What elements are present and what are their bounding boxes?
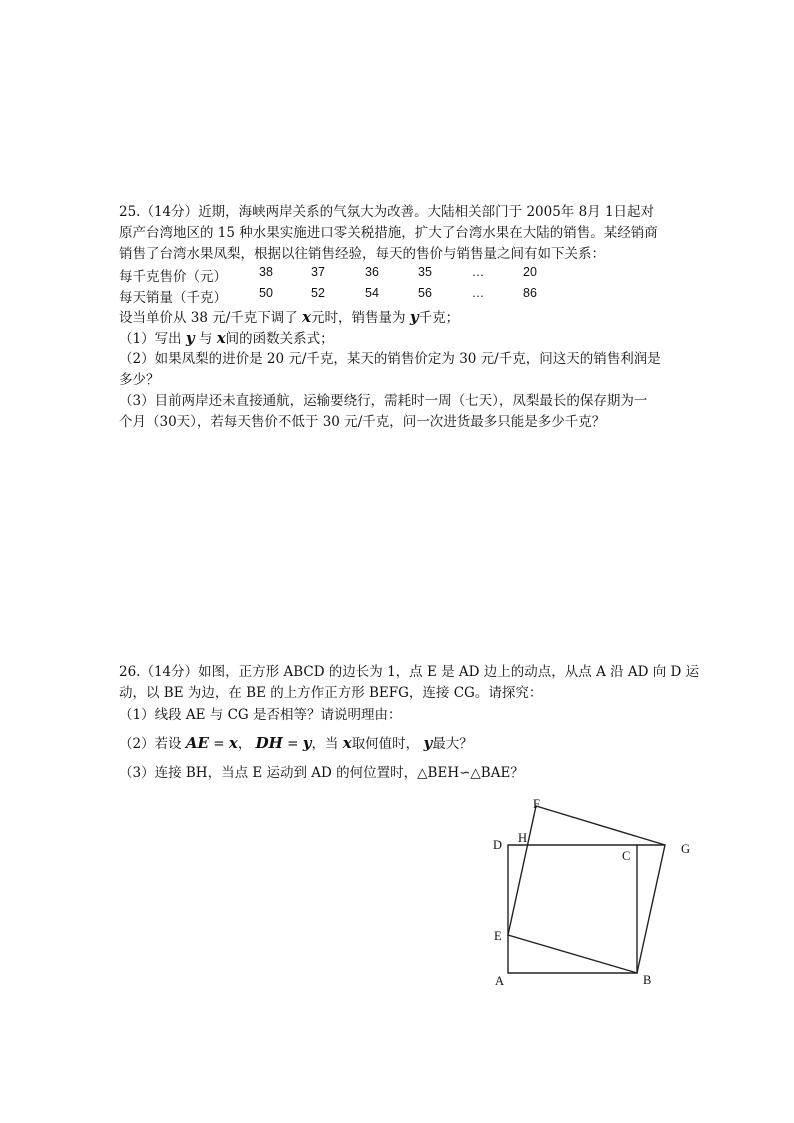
price-cell: 35 bbox=[418, 265, 432, 279]
square-abcd bbox=[508, 845, 637, 973]
var-y: y bbox=[409, 308, 419, 326]
sales-cell: 54 bbox=[365, 286, 379, 300]
var-x: x bbox=[302, 308, 312, 326]
sales-cell: 52 bbox=[311, 286, 325, 300]
q25-part-2-line-1: （2）如果凤梨的进价是 20 元/千克，某天的销售价定为 30 元/千克，问这天的销售利润是 bbox=[119, 351, 661, 367]
label-c: C bbox=[622, 849, 631, 863]
price-row-label: 每千克售价（元） bbox=[119, 269, 227, 285]
price-cell: 20 bbox=[523, 265, 537, 279]
sales-cell: 56 bbox=[418, 286, 432, 300]
sales-cell: 50 bbox=[259, 286, 273, 300]
label-a: A bbox=[495, 974, 505, 988]
q26-part-2: （2）若设 AE = x， DH = y，当 x取何值时， y最大？ bbox=[119, 734, 473, 752]
q25-line-2: 原产台湾地区的 15 种水果实施进口零关税措施，扩大了台湾水果在大陆的销售。某经销商 bbox=[119, 225, 658, 241]
var-x: x bbox=[342, 734, 352, 752]
var-x: x bbox=[216, 329, 226, 347]
price-cell: … bbox=[471, 265, 485, 279]
var-dh: DH bbox=[255, 734, 283, 752]
q25-part-3-line-2: 个月（30天），若每天售价不低于 30 元/千克，问一次进货最多只能是多少千克？ bbox=[119, 414, 606, 430]
var-ae: AE bbox=[185, 734, 209, 752]
var-x: x bbox=[228, 734, 238, 752]
label-e: E bbox=[494, 929, 502, 943]
sales-cell: 86 bbox=[523, 286, 537, 300]
price-row bbox=[119, 265, 679, 285]
var-y: y bbox=[423, 734, 433, 752]
price-cell: 38 bbox=[259, 265, 273, 279]
q26-line-1: 26.（14分）如图，正方形 ABCD 的边长为 1，点 E 是 AD 边上的动点，从点 A 沿 AD 向 D 运 bbox=[119, 664, 700, 680]
square-befg bbox=[508, 806, 665, 973]
q26-part-3: （3）连接 BH，当点 E 运动到 AD 的何位置时，△BEH∽△BAE？ bbox=[119, 765, 524, 781]
q25-line-3: 销售了台湾水果凤梨，根据以往销售经验，每天的售价与销售量之间有如下关系： bbox=[119, 246, 605, 262]
sales-cell: … bbox=[471, 286, 485, 300]
q25-line-1: 25.（14分）近期，海峡两岸关系的气氛大为改善。大陆相关部门于 2005年 8月 1日起对 bbox=[119, 204, 655, 220]
var-y: y bbox=[185, 329, 195, 347]
q26-line-2: 动，以 BE 为边，在 BE 的上方作正方形 BEFG，连接 CG。请探究： bbox=[119, 685, 543, 701]
var-y: y bbox=[302, 734, 312, 752]
label-d: D bbox=[493, 838, 503, 852]
price-cell: 37 bbox=[311, 265, 325, 279]
sales-row bbox=[119, 286, 679, 306]
sales-row-label: 每天销量（千克） bbox=[119, 290, 227, 306]
q26-part-1: （1）线段 AE 与 CG 是否相等？请说明理由： bbox=[119, 707, 402, 723]
price-cell: 36 bbox=[365, 265, 379, 279]
q25-part-3-line-1: （3）目前两岸还未直接通航，运输要绕行，需耗时一周（七天），凤梨最长的保存期为一 bbox=[119, 393, 648, 409]
label-b: B bbox=[643, 973, 652, 987]
label-g: G bbox=[681, 842, 691, 856]
label-f: F bbox=[533, 797, 540, 811]
label-h: H bbox=[518, 831, 528, 845]
q25-setup: 设当单价从 38 元/千克下调了 x元时，销售量为 y千克； bbox=[119, 308, 460, 326]
q25-part-2-line-2: 多少？ bbox=[119, 372, 160, 388]
q25-part-1: （1）写出 y 与 x间的函数关系式； bbox=[119, 329, 334, 347]
